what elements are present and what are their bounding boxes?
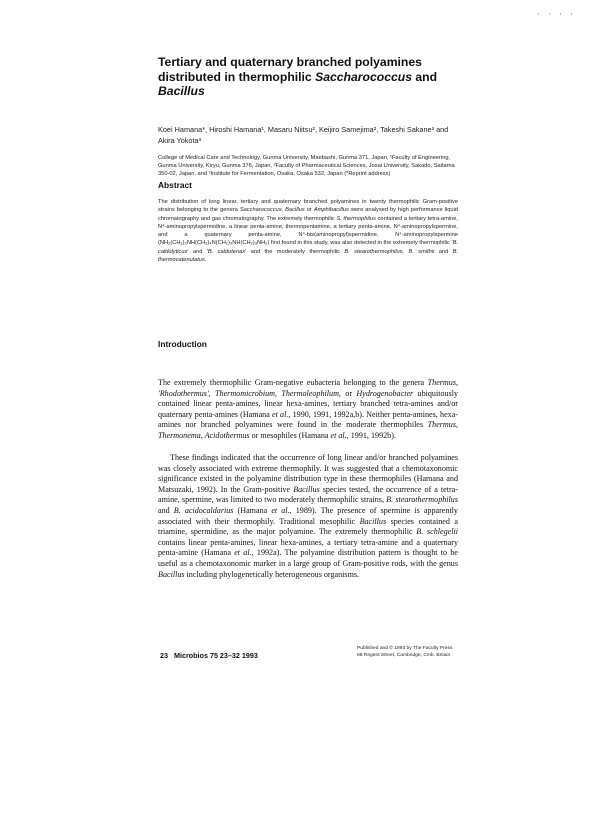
article-title [158, 55, 458, 99]
title-line-1: Tertiary and quaternary branched polyamines [158, 55, 422, 69]
publisher-notice [357, 646, 507, 659]
text-span: contains linear penta-amines, linear hexa-amines, a tertiary tetra-amine and a quaternary penta-amine (Hamana [158, 537, 458, 558]
publisher-line-2: 88 Regent Street, Cambridge, Cmb. Britain [357, 652, 451, 658]
text-italic: B. stearothermophilus [386, 495, 458, 505]
text-span: (Hamana [233, 505, 272, 515]
text-italic: et al. [272, 409, 289, 419]
text-span: species tested, the occurrence of a tetra-amine, spermine, was limited to two moderately thermophilic strains, [158, 484, 458, 505]
abstract-span: and [434, 248, 453, 255]
abstract-heading: Abstract [158, 180, 192, 190]
text-italic: et al. [271, 505, 290, 515]
scan-corner-marks: · · · · [537, 10, 576, 19]
abstract-span: . [204, 257, 207, 264]
page-number: 23 [160, 651, 168, 660]
abstract-span: ' and the moderately thermophilic [245, 248, 345, 255]
page-footer-citation [160, 651, 258, 660]
text-span: ubiquitously contained linear penta-amines, linear hexa-amines, tertiary branched tetra-amines and/or quaternary penta-amines (Hamana [158, 388, 459, 419]
text-span: The extremely thermophilic Gram-negative eubacteria belonging to the genera [158, 378, 428, 387]
text-span: and [158, 505, 174, 515]
text-italic: et al. [234, 548, 252, 558]
title-genus-saccharococcus: Saccharococcus [315, 69, 412, 84]
abstract-italic: B. thermocatenulatus [158, 248, 459, 264]
text-span: These findings indicated that the occurrence of long linear and/or branched polyamines was closely associated with extreme thermophily. It was suggested that a chemotaxonomic significance existed in the polyamine distribution type in these thermophiles (Hamana and Matsuzaki, 1992). In the Gram-positive [158, 453, 458, 494]
abstract-italic: S. thermophilus [336, 215, 376, 222]
abstract-span: contained a tertiary tetra-amine, N⁴-aminopropylspermidine, a linear penta-amine, thermopentamine, a tertiary penta-amine, N⁴-aminopropylspermine, and a quaternary penta-amine, N⁴-bis(aminopropyl)spermidine. N⁴-aminopropylspermine (NH₂(CH₂)₃NH(CH₂)₄N(CH₂)₃NH(CH₂)₃NH₂) first found in this study, was also detected in the extremely thermophilic ' [158, 215, 458, 247]
abstract-span: were analysed by high performance liquid chromatography and gas chromatography. The extremely thermophilic [158, 207, 459, 222]
journal-citation: Microbios 75 23–32 1993 [174, 651, 258, 660]
text-italic: Bacillus [158, 569, 185, 579]
text-span: , 1991, 1992b). [346, 430, 396, 440]
text-italic: Thermus, 'Rhodothermus', Thermomicrobium, Thermoleophilum, [158, 378, 458, 398]
abstract-span: ' and ' [187, 248, 208, 255]
intro-paragraph-1 [158, 378, 458, 442]
author-list: Koei Hamana*, Hiroshi Hamana¹, Masaru Niitsu², Keijiro Samejima², Takeshi Sakane³ and Akira Yokota³ [158, 125, 449, 145]
text-span: including phylogenetically heterogeneous organisms. [184, 569, 360, 579]
abstract-italic: Amphibacillus [313, 207, 349, 214]
abstract-italic: B. stearothermophilus, B. smithii [344, 248, 435, 255]
text-italic: B. acidocaldarius [173, 505, 234, 515]
abstract-span: or [304, 207, 314, 214]
abstract-italic: B. caldolyticus [158, 240, 458, 255]
introduction-heading: Introduction [158, 339, 207, 349]
title-and: and [411, 69, 438, 84]
title-line-2: distributed in thermophilic [158, 69, 316, 84]
text-italic: B. schlegelii [416, 527, 458, 537]
text-italic: et al. [330, 430, 347, 440]
title-genus-bacillus: Bacillus [158, 84, 205, 98]
text-span: or [340, 388, 357, 398]
text-italic: Bacillus [293, 484, 320, 494]
abstract-italic: B. caldotenax [207, 248, 246, 255]
text-italic: Thermus, Thermonema, Acidothermus [158, 420, 458, 440]
text-span: , 1990, 1991, 1992a,b). Neither penta-amines, hexa-amines nor branched polyamines were found in the moderate thermophiles [158, 409, 458, 430]
text-italic: Hydrogenobacter [356, 388, 414, 398]
text-italic: Bacillus [359, 516, 387, 526]
text-span: , 1989). The presence of spermine is apparently associated with their thermophily. Traditional mesophilic [158, 505, 458, 526]
affiliations: College of Medical Care and Technology, Gunma University, Maebashi, Gunma 371, Japan, ¹Faculty of Engineering, Gunma University, Kiryu, Gunma 376, Japan, ²Faculty of Pharmaceutical Sciences, Josai University, Sakado, Saitama 350-02, Japan, and ³Institute for Fermentation, Osaka, Osaka 532, Japan (*Reprint address) [158, 155, 455, 177]
text-span: species contained a triamine, spermidine, as the major polyamine. The extremely thermophilic [158, 516, 459, 537]
text-span: or mesophiles (Hamana [249, 430, 331, 440]
text-span: , 1992a). The polyamine distribution pattern is thought to be useful as a chemotaxonomic marker in a large group of Gram-positive rods, with the genus [158, 548, 458, 568]
abstract-span: The distribution of long linear, tertiary and quaternary branched polyamines in twenty thermophilic Gram-positive strains belonging to the genera [158, 199, 458, 214]
intro-paragraph-2 [158, 453, 458, 580]
abstract-text [158, 198, 458, 264]
abstract-italic: Saccharococcus, Bacillus [239, 207, 305, 214]
publisher-line-1: Published and © 1993 by The Faculty Press [357, 646, 453, 651]
